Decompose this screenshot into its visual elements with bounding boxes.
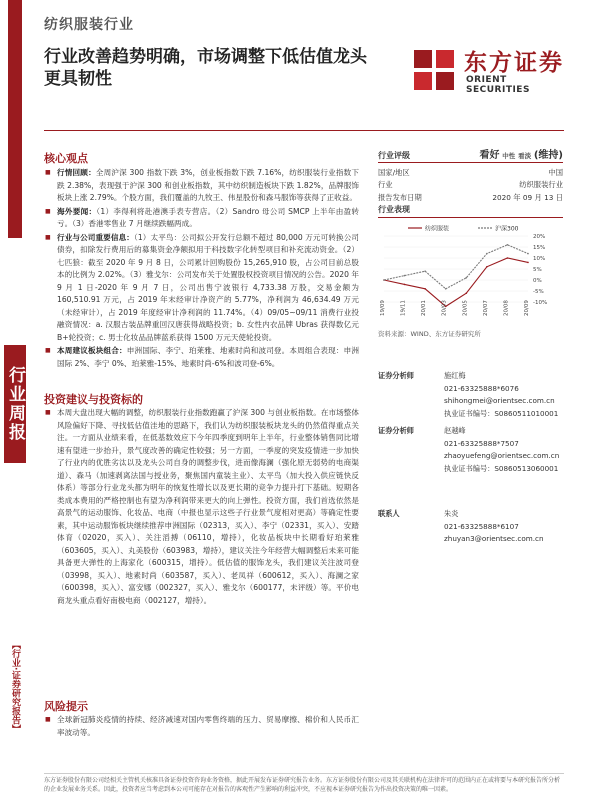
advice-paragraph: ■ 本周大盘出现大幅的调整，纺织服装行业指数跑赢了沪深 300 与创业板指数。在市场整体风险偏好下降、寻找低估值洼地的思路下，我们认为纺织服装板块龙头的仍然值得重点关注。一方面从业绩来看，在低基数效应下今年四季度到明年上半年，行业整体销售同比增速有望进一步抬升，景气度改善的确定性较强；另一方面，一季度的突发疫情进一步加快了行业内的优胜劣汰以及龙头公司自身的调整步伐，进而像海澜（强化原无弱势的电商渠道）、森马（加速剥离法国与授业务，聚焦国内童装主业）、太平鸟（加大投入供应链快反体系）等部分行业龙头都为明年的恢复性增长以及更长期的竞争力提升打下基础。短期各类成本费用的严格控制也有望为净利润带来更大的向上弹性。投资方面，我们首选依然是高景气的运动服饰、化妆品、电商（中报也显示这些子行业景气度相对更高）等确定性要素，其中运动服饰板块继续推荐申洲国际（02313，买入）、李宁（02331，买入）、安踏体育（02020，买入）、关注滔搏（06110，增持），化妆品板块中长期看好珀莱雅（603605，买入）、丸美股份（603983，增持），建议关注今年经营大幅调整后未来可能具备更大弹性的上海家化（600315，增持）。低估值的服饰龙头，我们建议关注波司登（03998，买入）、地素时尚（603587，买入）、老凤祥（600612，买入）、海澜之家（600398，买入）、富安娜（002327，买入）、雅戈尔（600177，未评级）等。平价电商龙头重点看好南极电商（002127，增持）。 [44, 407, 359, 607]
meta-row: 行业 纺织服装行业 [378, 180, 563, 189]
contact-tel: 021-63325888*6107 [444, 521, 519, 531]
performance-chart [378, 222, 564, 340]
analyst-tel: 021-63325888*7507 [444, 438, 519, 448]
x-tick-label: 19/09 [380, 300, 386, 316]
x-tick-label: 20/05 [462, 300, 469, 316]
header-rule [44, 130, 564, 131]
y-tick-label: 15% [533, 245, 546, 251]
x-tick-label: 20/01 [421, 300, 428, 316]
data-point [465, 292, 467, 294]
disclaimer-footer: 东方证券股份有限公司经相关主管机关核准具备证券投资咨询业务资格，据此开展发布证券研究报告业务。东方证券股份有限公司及其关联机构在法律许可的范围内正在或将要与本研究报告所分析的企业发展业务关系。因此，投资者应当考虑到本公司可能存在对报告的客观性产生影响的利益冲突，不应视本证券研究报告为作出投资决策的唯一因素。 [44, 773, 564, 794]
data-point [527, 253, 529, 255]
left-bar [0, 0, 30, 800]
orient-logo [410, 42, 570, 100]
core-point: ■ 本周建议板块组合：申洲国际、李宁、珀莱雅、地素时尚和波司登。本周组合表现：申洲国际 2%、李宁 0%、珀莱雅-15%、地素时尚-6%和波司登-6%。 [44, 345, 359, 370]
meta-row: 国家/地区 中国 [378, 167, 563, 177]
left-bar-accent [8, 0, 22, 238]
legend-label: 沪深300 [495, 225, 519, 233]
industry-label: 纺织服装行业 [44, 17, 134, 33]
x-tick-label: 20/07 [482, 300, 489, 316]
data-point [486, 266, 488, 268]
series-line [384, 245, 528, 289]
core-point: ■ 海外要闻：（1）李得利将赴港澳手表专营店。（2）Sandro 母公司 SMCP 上半年由盈转亏。（3）香港零售业 7 月继续跌幅两成。 [44, 206, 359, 231]
data-point [486, 253, 488, 255]
report-title: 行业改善趋势明确，市场调整下低估值龙头更具韧性 [44, 47, 367, 89]
analyst-name: 赵越峰 [444, 426, 466, 435]
y-tick-label: 0% [533, 278, 542, 284]
risk-item: ■ 全球新冠肺炎疫情的持续、经济减速对国内零售终端的压力、贸易摩擦、棉价和人民币汇率波动等。 [44, 714, 359, 739]
data-point [424, 270, 426, 272]
data-point [445, 288, 447, 290]
contact-email[interactable]: zhuyan3@orientsec.com.cn [444, 534, 544, 543]
y-tick-label: -5% [533, 289, 544, 295]
analyst-tel: 021-63325888*6076 [444, 383, 519, 393]
legend-label: 纺织服装 [425, 225, 450, 233]
data-point [527, 262, 529, 264]
data-point [507, 257, 509, 259]
advice-body [44, 407, 359, 608]
analyst-cert: 执业证书编号：S0860511010001 [444, 408, 559, 418]
data-point [383, 279, 385, 281]
risk-heading: 风险提示 [44, 700, 88, 713]
x-tick-label: 20/08 [503, 300, 510, 316]
y-tick-label: 10% [533, 256, 546, 262]
orient-logo-icon [410, 48, 458, 92]
x-tick-label: 20/09 [524, 300, 530, 316]
rating-block [378, 150, 563, 204]
data-point [507, 244, 509, 246]
vertical-title: 行业周报 [4, 345, 26, 463]
core-point: ■ 行业与公司重要信息：（1）太平鸟：公司拟公开发行总额不超过 80,000 万元可转换公司债券，扣除发行费用后的募集资金净额拟用于科技数字化转型项目和补充流动资金。（2）七匹狼：截至 2020 年 9 月 8 日，公司累计回购股份 15,265,910 股，占公司目前总股本的比例为 2.02%。（3）雅戈尔：公司发布关于处置股权投资项目情况的公告。2020 年 9 月 1 日-2020 年 9 月 7 日，公司出售宁波银行 4,733.38 万股，交易金额为 160,510.91 万元，占 2019 年末经审计净资产的 5.77%，净利润为 46,634.49 万元（未经审计），占 2019 年度经审计净利润的 11.74%。（4）09/05~09/11 消费行业投融资情况：a. 汉服古装品牌重回汉唐获得战略投资；b. 女性内衣品牌 Ubras 获得数亿元 B+轮投资；c. 男士化妆品品牌蓝系获得 1500 万元天使轮投资。 [44, 232, 359, 345]
data-point [424, 288, 426, 290]
chart-svg [378, 222, 564, 322]
core-point: ■ 行情回顾：全周沪深 300 指数下跌 3%，创业板指数下跌 7.16%，纺织服装行业指数下跌 2.38%，表现强于沪深 300 和创业板指数，其中纺织制造板块下跌 1.82%，品牌服饰板块上涨 2.79%。个股方面，我们覆盖的九牧王、伟星股份和森马服饰等获得了正收益。 [44, 167, 359, 205]
x-tick-label: 19/11 [400, 300, 407, 316]
x-tick-label: 20/03 [441, 300, 448, 316]
logo-en: ORIENT SECURITIES [466, 75, 530, 95]
data-point [404, 284, 406, 286]
analyst-cert: 执业证书编号：S0860513060001 [444, 463, 559, 473]
logo-cn: 东方证券 [464, 50, 564, 76]
y-tick-label: -10% [533, 300, 548, 306]
y-tick-label: 20% [533, 234, 546, 240]
analyst-email[interactable]: shihongmei@orientsec.com.cn [444, 396, 555, 405]
meta-row: 报告发布日期 2020 年 09 月 13 日 [378, 192, 563, 202]
data-point [465, 277, 467, 279]
data-point [404, 275, 406, 277]
vertical-subtitle: 【行业·证券研究报告】 [10, 640, 20, 734]
chart-source: 资料来源：WIND、东方证券研究所 [378, 330, 481, 338]
advice-heading: 投资建议与投资标的 [44, 393, 143, 406]
chart-title: 行业表现 [378, 204, 563, 218]
risk-body [44, 714, 359, 740]
rating-row: 行业评级 看好 中性 看淡 (维持) [378, 150, 563, 161]
analyst-name: 施红梅 [444, 371, 466, 380]
series-line [384, 258, 528, 306]
analyst-email[interactable]: zhaoyuefeng@orientsec.com.cn [444, 451, 560, 460]
contact-name: 朱炎 [444, 509, 459, 518]
core-heading: 核心观点 [44, 152, 88, 165]
y-tick-label: 5% [533, 267, 542, 273]
core-points [44, 167, 359, 371]
